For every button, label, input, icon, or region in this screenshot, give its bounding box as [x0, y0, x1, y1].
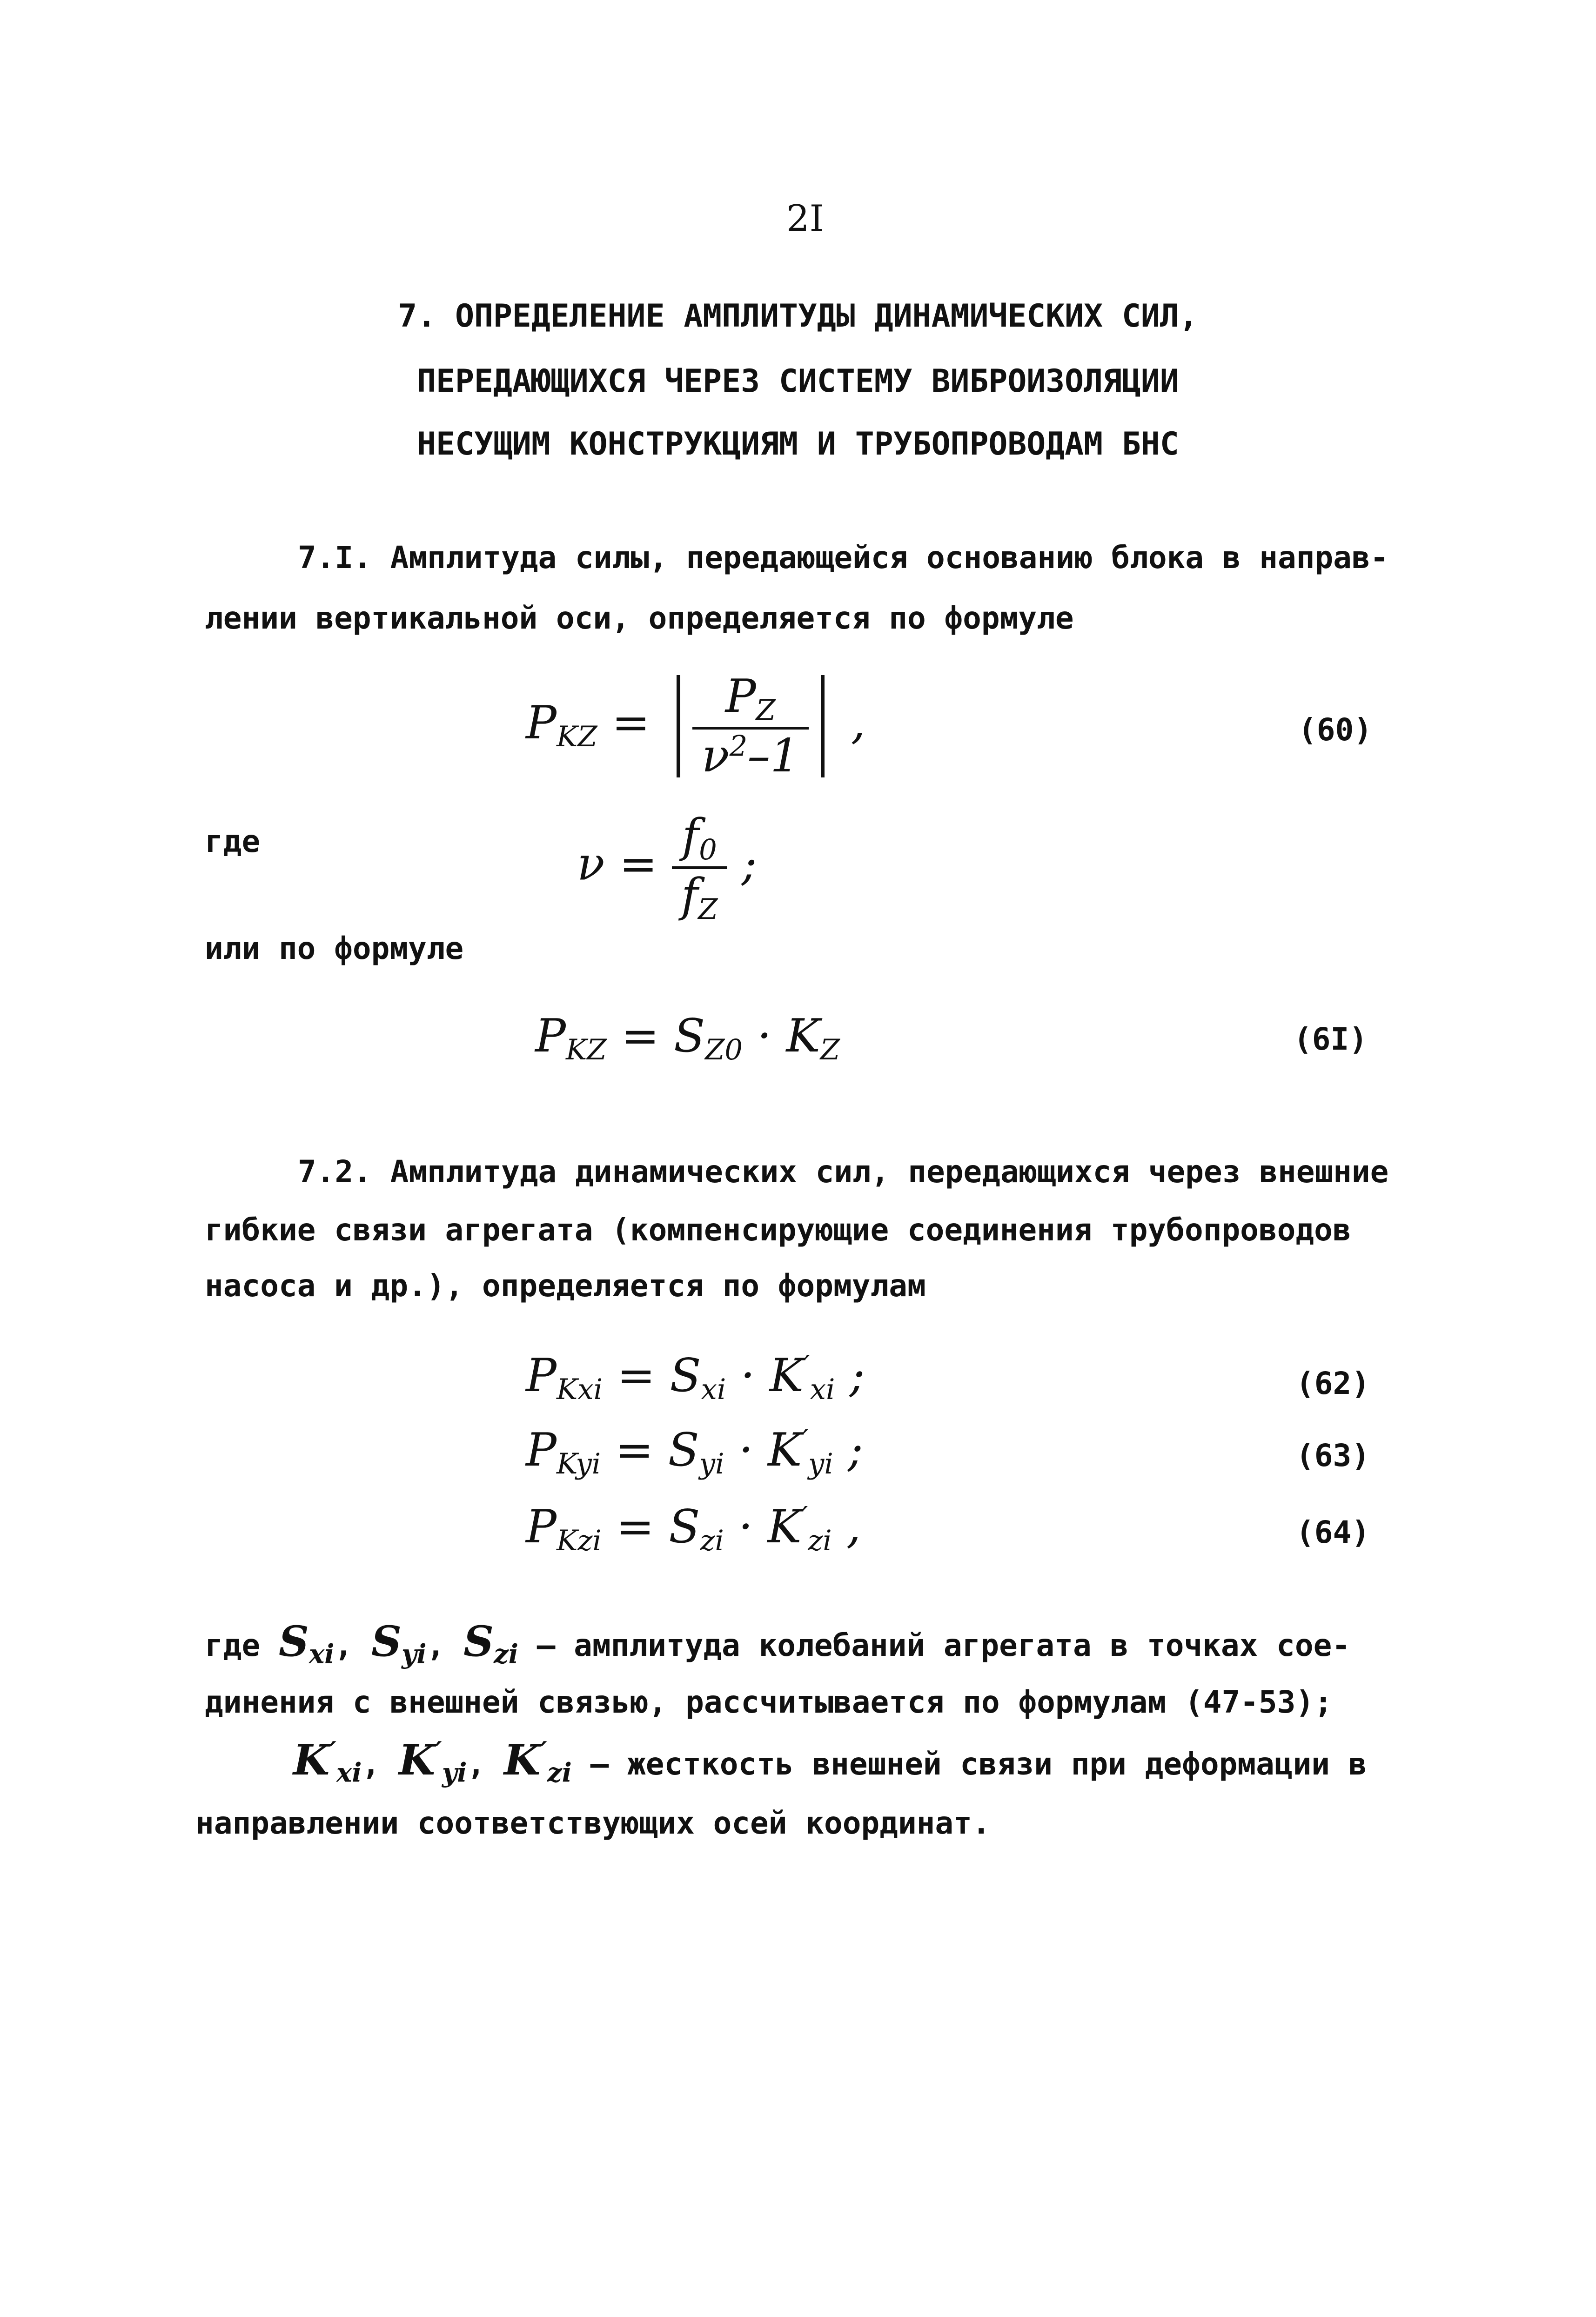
equation-number-64: (64) [1296, 1514, 1370, 1550]
formula-60 [526, 670, 865, 783]
nu-fraction: $f_0$ $f_Z$ [672, 810, 727, 926]
equation-number-63: (63) [1296, 1438, 1370, 1473]
formula-60-comma: , [851, 696, 865, 750]
section-heading-line-2: ПЕРЕДАЮЩИХСЯ ЧЕРЕЗ СИСТЕМУ ВИБРОИЗОЛЯЦИИ [417, 363, 1179, 400]
where-block-line-4: направлении соответствующих осей координат. [195, 1805, 991, 1841]
formula-nu-definition: ν = $f_0$ $f_Z$ ; [577, 810, 757, 926]
formula-64: $P_{Kzi} = S_{zi} \cdot K'_{zi}$ , [526, 1500, 861, 1557]
equation-number-62: (62) [1296, 1366, 1370, 1401]
equation-number-61: (6I) [1294, 1021, 1368, 1057]
formula-61: $P_{KZ} = S_{Z0} \cdot K_Z$ [535, 1010, 840, 1066]
section-heading-line-3: НЕСУЩИМ КОНСТРУКЦИЯМ И ТРУБОПРОВОДАМ БНС [417, 426, 1179, 462]
section-heading-line-1: 7. ОПРЕДЕЛЕНИЕ АМПЛИТУДЫ ДИНАМИЧЕСКИХ СИЛ, [398, 298, 1198, 335]
paragraph-7-2-line-1: 7.2. Амплитуда динамических сил, передающихся через внешние [298, 1154, 1389, 1190]
absolute-value-right-bar [821, 675, 825, 777]
equation-number-60: (60) [1298, 712, 1372, 748]
absolute-value-left-bar [677, 675, 680, 777]
page-number: 2I [786, 198, 824, 240]
formula-63: $P_{Kyi} = S_{yi} \cdot K'_{yi}$ ; [526, 1424, 863, 1480]
where-label: где [205, 824, 261, 859]
paragraph-7-1-line-2: лении вертикальной оси, определяется по формуле [205, 600, 1074, 636]
where-block-line-2: динения с внешней связью, рассчитывается по формулам (47-53); [205, 1684, 1333, 1720]
paragraph-7-2-line-2: гибкие связи агрегата (компенсирующие соединения трубопроводов [205, 1212, 1351, 1248]
formula-62: $P_{Kxi} = S_{xi} \cdot K'_{xi}$ ; [526, 1349, 865, 1406]
where-block-line-1: где $S_{xi}$, $S_{yi}$, $S_{zi}$ – амплитуда колебаний агрегата в точках сое- [205, 1617, 1351, 1670]
formula-60-equals: = [611, 696, 650, 750]
formula-60-lhs: $P_{KZ}$ [526, 696, 597, 753]
paragraph-7-1-line-1: 7.I. Амплитуда силы, передающейся основанию блока в направ- [298, 540, 1389, 576]
where-block-line-3: $K'_{xi}$, $K'_{yi}$, $K'_{zi}$ – жесткость внешней связи при деформации в [293, 1735, 1367, 1788]
paragraph-7-2-line-3: насоса и др.), определяется по формулам [205, 1268, 926, 1304]
or-formula-text: или по формуле [205, 931, 464, 966]
formula-60-fraction: $P_Z$ $\nu^2-1$ [692, 670, 809, 783]
